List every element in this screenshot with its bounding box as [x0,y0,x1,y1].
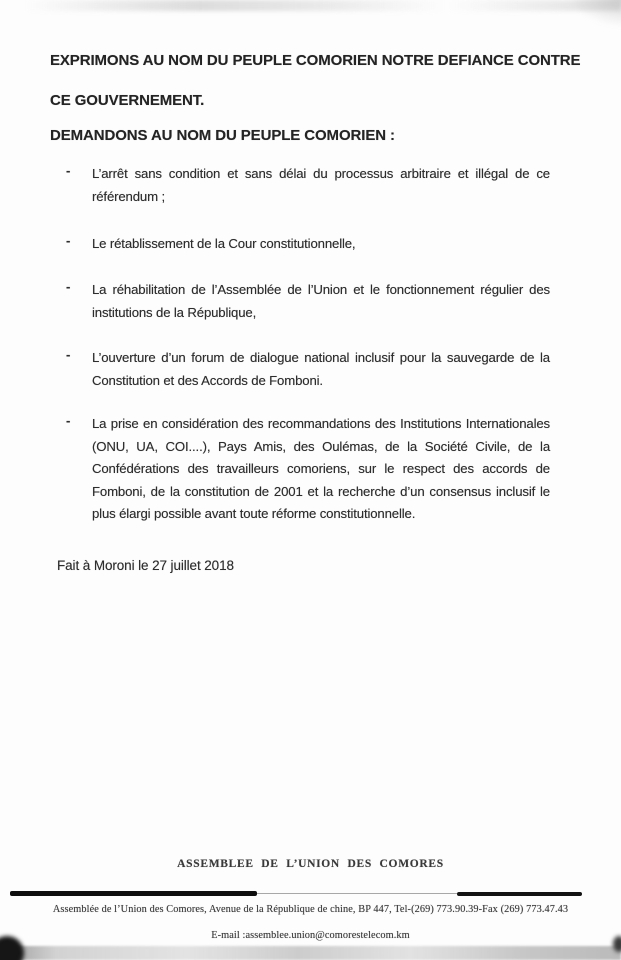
scan-artifact-bottom-edge [0,946,621,960]
bullet-dash: - [66,233,71,248]
bullet-dash: - [66,413,71,428]
list-item [66,163,554,208]
scan-artifact-top-edge [0,0,621,11]
demand-text: La prise en considération des recommandations des Institutions Internationales (ONU, UA, COI....), Pays Amis, des Oulémas, de la Société Civile, de la Confédérations des travailleurs comoriens, sur le respect des accords de Fomboni, de la constitution de 2001 et la recherche d’un consensus inclusif le plus élargi possible avant toute réforme constitutionnelle. [92,416,550,521]
scan-artifact-top-right-corner [569,0,621,28]
footer-organization-name: ASSEMBLEE DE L’UNION DES COMORES [177,858,444,870]
demand-text: L’ouverture d’un forum de dialogue national inclusif pour la sauvegarde de la Constitution et des Accords de Fomboni. [92,350,550,388]
demand-text: L’arrêt sans condition et sans délai du processus arbitraire et illégal de ce référendum ; [92,166,550,204]
list-item [66,347,554,392]
list-item [66,413,554,526]
document-subtitle: DEMANDONS AU NOM DU PEUPLE COMORIEN : [50,127,395,144]
bullet-dash: - [66,279,71,294]
list-item [66,233,554,256]
footer-divider-rule [10,891,582,896]
list-item [66,279,554,324]
bullet-dash: - [66,347,71,362]
divider-segment-thin-middle [257,893,457,895]
divider-segment-thick-left [10,891,257,896]
dateline: Fait à Moroni le 27 juillet 2018 [57,558,234,573]
scan-artifact-bottom-right-mark [613,936,621,952]
demand-text: Le rétablissement de la Cour constitutionnelle, [92,236,356,251]
footer-email-line: E-mail :assemblee.union@comorestelecom.km [211,930,410,941]
demand-text: La réhabilitation de l’Assemblée de l’Union et le fonctionnement régulier des institutions de la République, [92,282,550,320]
divider-segment-thick-right [457,892,582,896]
footer-address-line: Assemblée de l’Union des Comores, Avenue de la République de chine, BP 447, Tel-(269) 773.90.39-Fax (269) 773.47.43 [52,904,569,915]
document-title-line-2: CE GOUVERNEMENT. [50,92,205,109]
document-title-line-1: EXPRIMONS AU NOM DU PEUPLE COMORIEN NOTRE DEFIANCE CONTRE [50,52,581,69]
bullet-dash: - [66,163,71,178]
